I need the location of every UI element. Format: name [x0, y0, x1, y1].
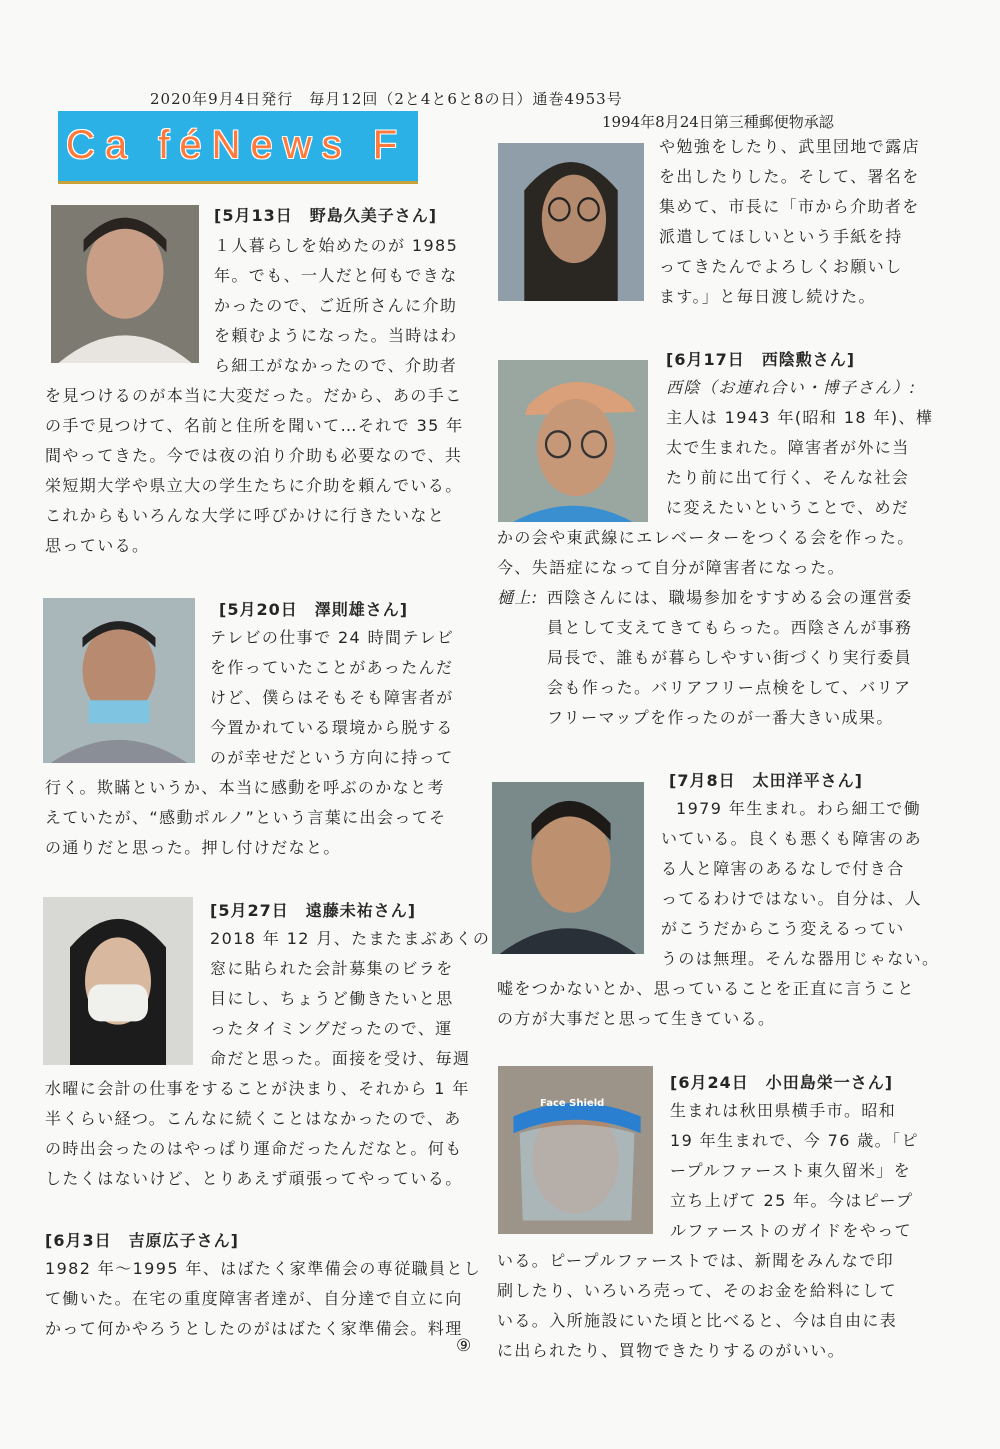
text-line: に出られたり、買物できたりするのがいい。	[497, 1341, 846, 1360]
text-line: 1979 年生まれ。わら細工で働	[676, 799, 922, 818]
text-line: 刷したり、いろいろ売って、そのお金を給料にして	[497, 1281, 897, 1300]
cafe-news-logo	[58, 111, 418, 181]
photo-ota	[492, 782, 644, 954]
text-line: 西陰さんには、職場参加をすすめる会の運営委	[547, 588, 913, 607]
text-line: 19 年生まれで、今 76 歳。「ピ	[670, 1131, 919, 1150]
text-line: したくはないけど、とりあえず頑張ってやっている。	[45, 1169, 463, 1188]
text-line: を頼むようになった。当時はわ	[214, 326, 458, 345]
heading-noshima: [5月13日 野島久美子さん]	[214, 206, 438, 225]
text-line: の方が大事だと思って生きている。	[497, 1009, 776, 1028]
photo-sawa	[43, 598, 195, 763]
text-line: や勉強をしたり、武里団地で露店	[659, 137, 921, 156]
text-line: に変えたいということで、めだ	[666, 498, 910, 517]
text-line: がこうだからこう変えるってい	[661, 919, 905, 938]
text-line: 間やってきた。今では夜の泊り介助も必要なので、共	[45, 446, 463, 465]
text-line: ープルファースト東久留米」を	[670, 1161, 912, 1180]
heading-ota: [7月8日 太田洋平さん]	[669, 771, 863, 790]
text-line: ってきたんでよろしくお願いし	[659, 257, 903, 276]
text-line: 年。でも、一人だと何もできな	[214, 266, 458, 285]
text-line: 行く。欺瞞というか、本当に感動を呼ぶのかなと考	[45, 778, 445, 797]
person-photo-icon	[43, 598, 195, 763]
text-line: 思っている。	[45, 536, 150, 555]
face-shield-label: Face Shield	[540, 1098, 605, 1109]
person-photo-icon	[51, 205, 199, 363]
text-line: ってるわけではない。自分は、人	[661, 889, 923, 908]
text-line: 今、失語症になって自分が障害者になった。	[497, 558, 846, 577]
issue-date-line: 2020年9月4日発行 毎月12回（2と4と6と8の日）通巻4953号	[150, 90, 623, 108]
text-line: て働いた。在宅の重度障害者達が、自分達で自立に向	[45, 1289, 463, 1308]
text-line: 命だと思った。面接を受け、毎週	[210, 1049, 471, 1068]
text-line: を出したりした。そして、署名を	[659, 167, 920, 186]
text-line: たり前に出て行く、そんな社会	[666, 468, 910, 487]
speaker-label: 西陰（お連れ合い・博子さん）:	[666, 378, 917, 397]
page-number: ⑨	[456, 1336, 472, 1356]
text-line: いている。良くも悪くも障害のあ	[661, 829, 923, 848]
photo-yoshihara	[498, 143, 644, 301]
person-photo-icon	[498, 143, 644, 301]
text-line: うのは無理。そんな器用じゃない。	[661, 949, 940, 968]
text-line: いる。ピープルファーストでは、新聞をみんなで印	[497, 1251, 895, 1270]
text-line: 栄短期大学や県立大の学生たちに介助を頼んでいる。	[45, 476, 463, 495]
text-line: 派遣してほしいという手紙を持	[659, 227, 903, 246]
heading-endo: [5月27日 遠藤未祐さん]	[210, 901, 417, 920]
text-line: かの会や東武線にエレベーターをつくる会を作った。	[497, 528, 915, 547]
text-line: 員として支えてきてもらった。西陰さんが事務	[547, 618, 913, 637]
text-line: けど、僕らはそもそも障害者が	[210, 688, 454, 707]
text-line: る人と障害のあるなしで付き合	[661, 859, 905, 878]
text-line: ます。」と毎日渡し続けた。	[659, 287, 876, 306]
person-photo-icon	[498, 360, 648, 522]
text-line: 生まれは秋田県横手市。昭和	[670, 1101, 897, 1120]
text-line: ら細工がなかったので、介助者	[214, 356, 458, 375]
heading-nishikage: [6月17日 西陰勲さん]	[666, 350, 856, 369]
text-line: の手で見つけて、名前と住所を聞いて…それで 35 年	[45, 416, 464, 435]
text-line: 太で生まれた。障害者が外に当	[666, 438, 910, 457]
text-line: 集めて、市長に「市から介助者を	[659, 197, 920, 216]
postal-approval-line: 1994年8月24日第三種郵便物承認	[602, 113, 834, 131]
text-line: 嘘をつかないとか、思っていることを正直に言うこと	[497, 979, 915, 998]
text-line: これからもいろんな大学に呼びかけに行きたいなと	[45, 506, 446, 525]
speaker-label: 樋上:	[497, 588, 539, 607]
photo-nishikage	[498, 360, 648, 522]
text-line: を見つけるのが本当に大変だった。だから、あの手こ	[45, 386, 463, 405]
text-line: かって何かやろうとしたのがはばたく家準備会。料理	[45, 1319, 463, 1338]
logo-text: Ca féNews F	[66, 123, 408, 167]
text-line: のが幸せだという方向に持って	[210, 748, 454, 767]
text-line: 目にし、ちょうど働きたいと思	[210, 989, 454, 1008]
text-line: ったタイミングだったので、運	[210, 1019, 453, 1038]
text-line: の時出会ったのはやっぱり運命だったんだなと。何も	[45, 1139, 463, 1158]
text-line: １人暮らしを始めたのが 1985	[214, 236, 459, 255]
text-line: かったので、ご近所さんに介助	[214, 296, 458, 315]
text-line: 1982 年～1995 年、はばたく家準備会の専従職員とし	[45, 1259, 482, 1278]
text-line: 半くらい経つ。こんなに続くことはなかったので、あ	[45, 1109, 462, 1128]
heading-yoshihara: [6月3日 吉原広子さん]	[45, 1231, 239, 1250]
person-photo-icon	[492, 782, 644, 954]
text-line: の通りだと思った。押し付けだなと。	[45, 838, 341, 857]
text-line: テレビの仕事で 24 時間テレビ	[210, 628, 455, 647]
heading-odajima: [6月24日 小田島栄一さん]	[670, 1073, 894, 1092]
text-line: 窓に貼られた会計募集のビラを	[210, 959, 454, 978]
text-line: 今置かれている環境から脱する	[210, 718, 454, 737]
heading-sawa: [5月20日 澤則雄さん]	[219, 600, 409, 619]
text-line: 主人は 1943 年(昭和 18 年)、樺	[666, 408, 934, 427]
text-line: を作っていたことがあったんだ	[210, 658, 454, 677]
text-line: 会も作った。バリアフリー点検をして、バリア	[547, 678, 912, 697]
photo-endo	[43, 897, 193, 1065]
person-photo-icon	[43, 897, 193, 1065]
text-line: 水曜に会計の仕事をすることが決まり、それから 1 年	[45, 1079, 470, 1098]
text-line: 2018 年 12 月、たまたまぶあくの	[210, 929, 491, 948]
text-line: 局長で、誰もが暮らしやすい街づくり実行委員	[547, 648, 913, 667]
photo-odajima	[498, 1066, 653, 1234]
person-photo-icon	[498, 1066, 653, 1234]
text-line: ルファーストのガイドをやって	[670, 1221, 913, 1240]
text-line: フリーマップを作ったのが一番大きい成果。	[547, 708, 894, 727]
photo-noshima	[51, 205, 199, 363]
text-line: えていたが、“感動ポルノ”という言葉に出会ってそ	[45, 808, 447, 827]
text-line: いる。入所施設にいた頃と比べると、今は自由に表	[497, 1311, 898, 1330]
text-line: 立ち上げて 25 年。今はピープ	[670, 1191, 914, 1210]
